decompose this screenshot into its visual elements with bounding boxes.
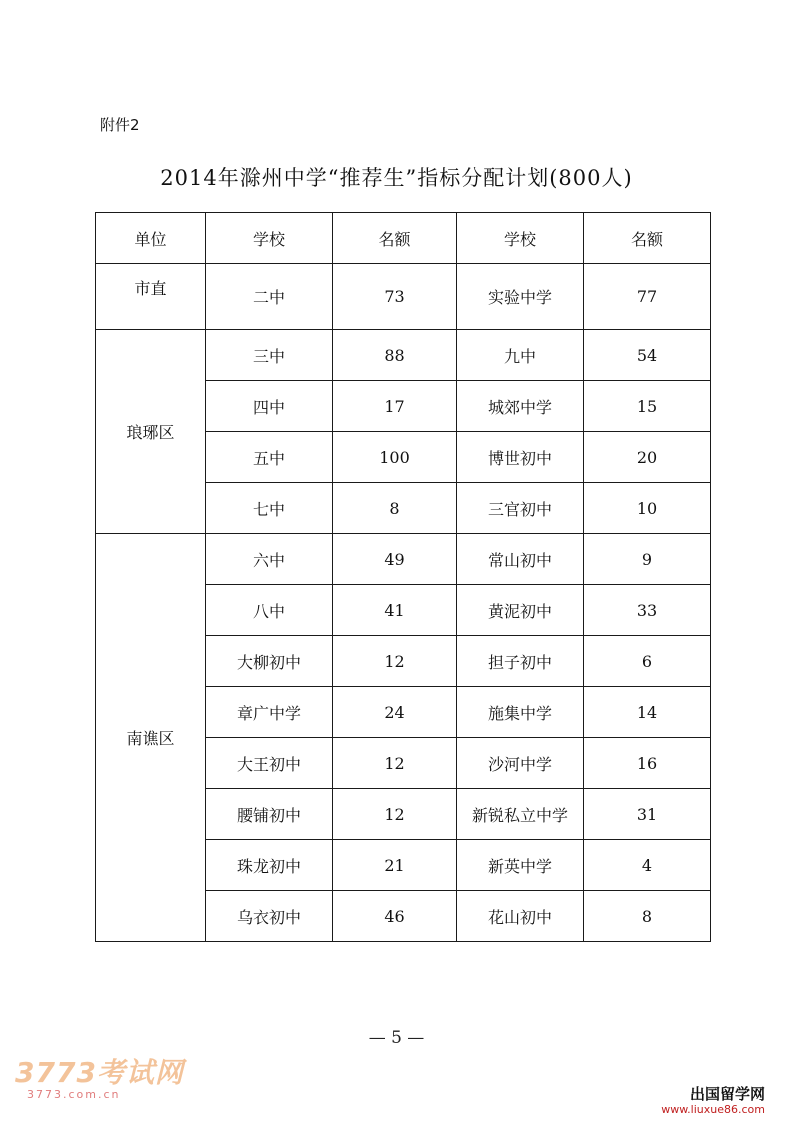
school-cell: 大柳初中 — [206, 636, 333, 687]
attachment-label: 附件2 — [100, 116, 140, 134]
quota-cell: 12 — [333, 789, 457, 840]
school-cell: 大王初中 — [206, 738, 333, 789]
school-cell: 施集中学 — [457, 687, 584, 738]
unit-cell: 南谯区 — [96, 534, 206, 942]
watermark-right — [661, 1086, 765, 1116]
document-title: 2014年滁州中学“推荐生”指标分配计划(800人) — [160, 166, 633, 190]
header-school-b: 学校 — [457, 213, 584, 264]
watermark-site-url: www.liuxue86.com — [661, 1103, 765, 1116]
quota-cell: 88 — [333, 330, 457, 381]
quota-cell: 12 — [333, 636, 457, 687]
school-cell: 二中 — [206, 264, 333, 330]
header-quota-b: 名额 — [584, 213, 711, 264]
quota-cell: 33 — [584, 585, 711, 636]
school-cell: 城郊中学 — [457, 381, 584, 432]
quota-cell: 17 — [333, 381, 457, 432]
quota-cell: 73 — [333, 264, 457, 330]
quota-cell: 21 — [333, 840, 457, 891]
school-cell: 常山初中 — [457, 534, 584, 585]
watermark-url: 3773.com.cn — [27, 1088, 121, 1101]
quota-cell: 46 — [333, 891, 457, 942]
table-row — [96, 330, 711, 381]
quota-cell: 16 — [584, 738, 711, 789]
quota-cell: 41 — [333, 585, 457, 636]
quota-cell: 14 — [584, 687, 711, 738]
school-cell: 花山初中 — [457, 891, 584, 942]
quota-cell: 31 — [584, 789, 711, 840]
quota-cell: 8 — [584, 891, 711, 942]
school-cell: 八中 — [206, 585, 333, 636]
unit-cell: 市直 — [96, 264, 206, 330]
watermark-left — [15, 1058, 184, 1101]
table-row — [96, 264, 711, 330]
quota-cell: 4 — [584, 840, 711, 891]
quota-cell: 9 — [584, 534, 711, 585]
school-cell: 六中 — [206, 534, 333, 585]
watermark-site-name: 出国留学网 — [689, 1085, 765, 1103]
school-cell: 三官初中 — [457, 483, 584, 534]
quota-cell: 12 — [333, 738, 457, 789]
quota-cell: 54 — [584, 330, 711, 381]
school-cell: 博世初中 — [457, 432, 584, 483]
school-cell: 珠龙初中 — [206, 840, 333, 891]
school-cell: 新英中学 — [457, 840, 584, 891]
school-cell: 章广中学 — [206, 687, 333, 738]
quota-cell: 24 — [333, 687, 457, 738]
school-cell: 九中 — [457, 330, 584, 381]
school-cell: 担子初中 — [457, 636, 584, 687]
quota-cell: 6 — [584, 636, 711, 687]
allocation-table — [95, 212, 711, 942]
school-cell: 实验中学 — [457, 264, 584, 330]
header-quota-a: 名额 — [333, 213, 457, 264]
school-cell: 沙河中学 — [457, 738, 584, 789]
quota-cell: 20 — [584, 432, 711, 483]
school-cell: 腰铺初中 — [206, 789, 333, 840]
school-cell: 三中 — [206, 330, 333, 381]
school-cell: 乌衣初中 — [206, 891, 333, 942]
header-school-a: 学校 — [206, 213, 333, 264]
page-number: — 5 — — [368, 1028, 425, 1048]
school-cell: 新锐私立中学 — [457, 789, 584, 840]
school-cell: 七中 — [206, 483, 333, 534]
school-cell: 四中 — [206, 381, 333, 432]
quota-cell: 15 — [584, 381, 711, 432]
quota-cell: 49 — [333, 534, 457, 585]
quota-cell: 77 — [584, 264, 711, 330]
table-row — [96, 534, 711, 585]
watermark-logo: 3773考试网 — [15, 1056, 184, 1089]
table-header-row — [96, 213, 711, 264]
quota-cell: 8 — [333, 483, 457, 534]
header-unit: 单位 — [96, 213, 206, 264]
quota-cell: 10 — [584, 483, 711, 534]
school-cell: 五中 — [206, 432, 333, 483]
unit-cell: 琅琊区 — [96, 330, 206, 534]
school-cell: 黄泥初中 — [457, 585, 584, 636]
quota-cell: 100 — [333, 432, 457, 483]
